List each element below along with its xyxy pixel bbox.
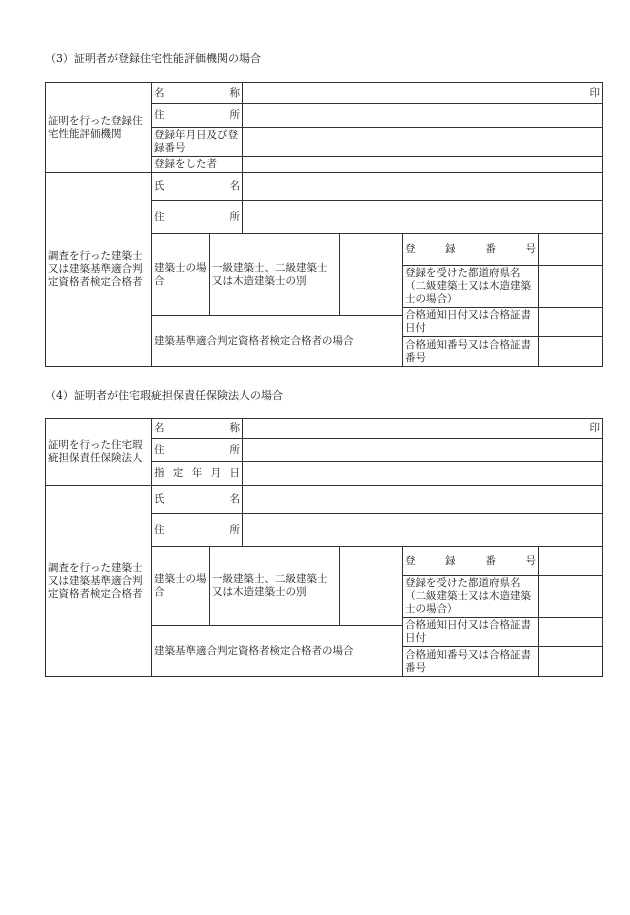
pass-number-label: 合格通知番号又は合格証書番号 <box>403 647 539 677</box>
registrar-label: 登録をした者 <box>152 157 243 173</box>
reg-number-label: 登 録 番 号 <box>403 234 539 266</box>
pass-number-field[interactable] <box>539 647 603 677</box>
person-address-field[interactable] <box>243 201 603 234</box>
section-4-title: （4）証明者が住宅瑕疵担保責任保険法人の場合 <box>45 389 283 402</box>
qualifier-case-label: 建築基準適合判定資格者検定合格者の場合 <box>152 316 403 367</box>
person-address-label: 住 所 <box>152 514 243 547</box>
person-name-label: 氏 名 <box>152 173 243 201</box>
reg-pref-label: 登録を受けた都道府県名（二級建築士又は木造建築士の場合） <box>403 266 539 308</box>
person-name-field[interactable] <box>243 486 603 514</box>
name-label: 名 称 <box>152 419 243 439</box>
pass-number-field[interactable] <box>539 337 603 367</box>
reg-date-label: 登録年月日及び登録番号 <box>152 128 243 157</box>
pass-number-label: 合格通知番号又は合格証書番号 <box>403 337 539 367</box>
architect-case-label: 建築士の場合 <box>152 234 210 316</box>
org-name-field[interactable] <box>243 83 603 104</box>
org-address-field[interactable] <box>243 104 603 128</box>
qualifier-case-label: 建築基準適合判定資格者検定合格者の場合 <box>152 626 403 677</box>
person-address-field[interactable] <box>243 514 603 547</box>
inspector-header: 調査を行った建築士又は建築基準適合判定資格者検定合格者 <box>46 486 152 677</box>
reg-number-field[interactable] <box>539 547 603 576</box>
pass-date-label: 合格通知日付又は合格証書日付 <box>403 618 539 647</box>
architect-class-field[interactable] <box>340 547 403 626</box>
pass-date-label: 合格通知日付又は合格証書日付 <box>403 308 539 337</box>
seal-mark: 印 <box>589 86 600 99</box>
reg-pref-field[interactable] <box>539 576 603 618</box>
person-address-label: 住 所 <box>152 201 243 234</box>
reg-pref-field[interactable] <box>539 266 603 308</box>
reg-number-label: 登 録 番 号 <box>403 547 539 576</box>
org-header: 証明を行った登録住宅性能評価機関 <box>46 83 152 173</box>
architect-class-label: 一級建築士、二級建築士又は木造建築士の別 <box>210 234 340 316</box>
reg-pref-label: 登録を受けた都道府県名（二級建築士又は木造建築士の場合） <box>403 576 539 618</box>
pass-date-field[interactable] <box>539 618 603 647</box>
pass-date-field[interactable] <box>539 308 603 337</box>
reg-number-field[interactable] <box>539 234 603 266</box>
registrar-field[interactable] <box>243 157 603 173</box>
architect-case-label: 建築士の場合 <box>152 547 210 626</box>
person-name-label: 氏 名 <box>152 486 243 514</box>
org-address-field[interactable] <box>243 439 603 462</box>
inspector-header: 調査を行った建築士又は建築基準適合判定資格者検定合格者 <box>46 173 152 367</box>
architect-class-field[interactable] <box>340 234 403 316</box>
designation-date-label: 指 定 年 月 日 <box>152 462 243 486</box>
section-3-table <box>45 82 603 367</box>
designation-date-field[interactable] <box>243 462 603 486</box>
person-name-field[interactable] <box>243 173 603 201</box>
reg-date-field[interactable] <box>243 128 603 157</box>
address-label: 住 所 <box>152 439 243 462</box>
address-label: 住 所 <box>152 104 243 128</box>
name-label: 名 称 <box>152 83 243 104</box>
seal-mark: 印 <box>589 422 600 434</box>
section-3-title: （3）証明者が登録住宅性能評価機関の場合 <box>45 52 261 65</box>
org-header: 証明を行った住宅瑕疵担保責任保険法人 <box>46 419 152 486</box>
org-name-field[interactable] <box>243 419 603 439</box>
section-4-table <box>45 418 603 677</box>
architect-class-label: 一級建築士、二級建築士又は木造建築士の別 <box>210 547 340 626</box>
